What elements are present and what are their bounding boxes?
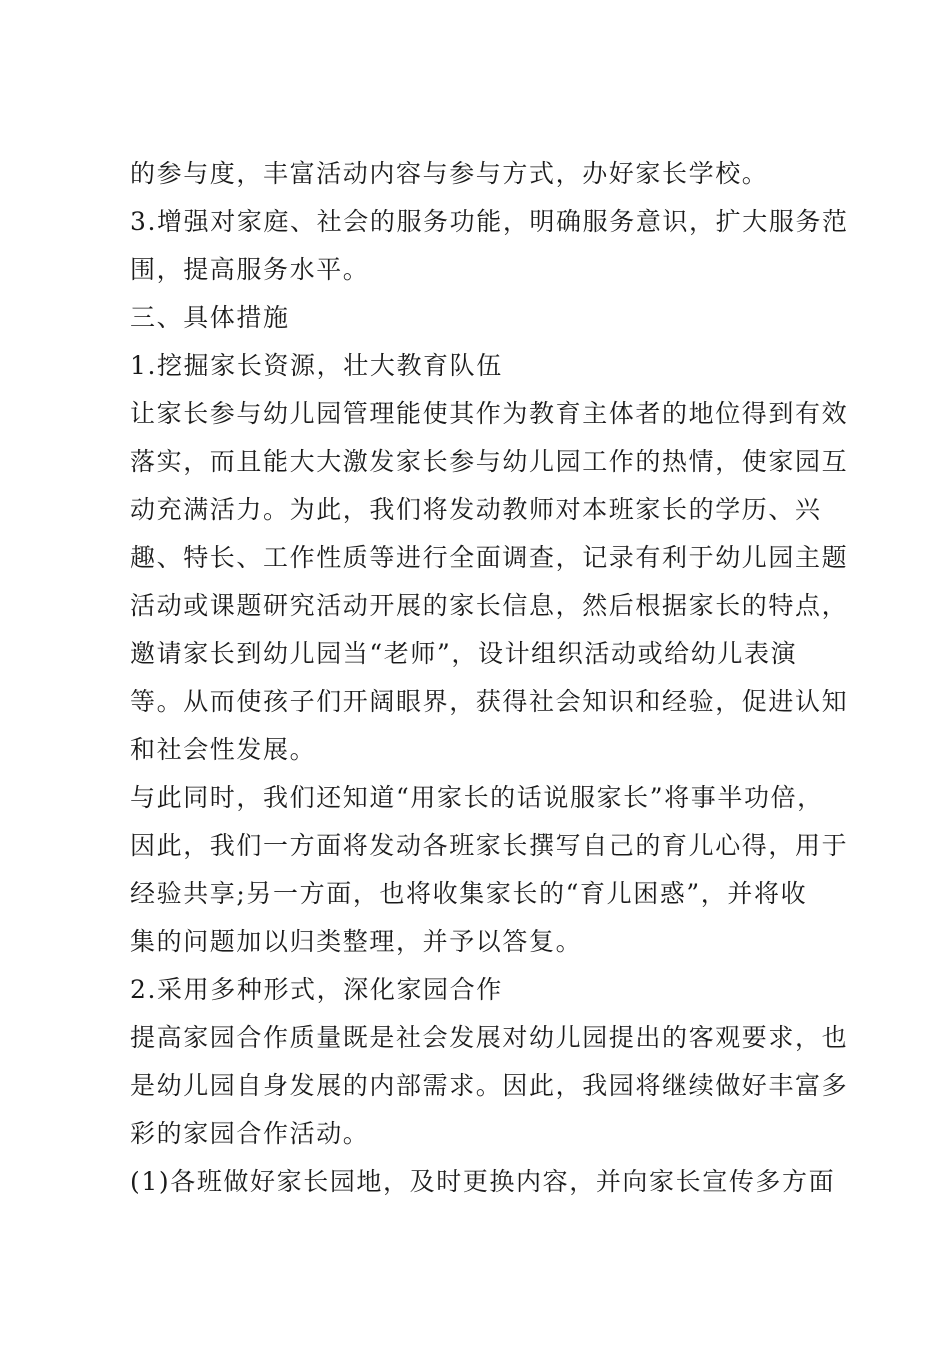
subsection-heading: 2.采用多种形式，深化家园合作 bbox=[130, 975, 503, 1004]
text-line: 3.增强对家庭、社会的服务功能，明确服务意识，扩大服务范 bbox=[130, 207, 849, 236]
text-line: 趣、特长、工作性质等进行全面调查，记录有利于幼儿园主题 bbox=[130, 543, 849, 572]
text-line: 经验共享;另一方面，也将收集家长的“育儿困惑”，并将收 bbox=[130, 879, 808, 908]
text-line: 和社会性发展。 bbox=[130, 735, 317, 764]
subsection-heading: 1.挖掘家长资源，壮大教育队伍 bbox=[130, 351, 503, 380]
text-line: 活动或课题研究活动开展的家长信息，然后根据家长的特点， bbox=[130, 591, 849, 620]
text-line: 彩的家园合作活动。 bbox=[130, 1119, 370, 1148]
text-line: 因此，我们一方面将发动各班家长撰写自己的育儿心得，用于 bbox=[130, 831, 849, 860]
text-line: (1)各班做好家长园地，及时更换内容，并向家长宣传多方面 bbox=[130, 1167, 836, 1196]
text-line: 让家长参与幼儿园管理能使其作为教育主体者的地位得到有效 bbox=[130, 399, 849, 428]
text-line: 动充满活力。为此，我们将发动教师对本班家长的学历、兴 bbox=[130, 495, 822, 524]
document-body bbox=[130, 150, 849, 1206]
text-line: 集的问题加以归类整理，并予以答复。 bbox=[130, 927, 583, 956]
text-line: 是幼儿园自身发展的内部需求。因此，我园将继续做好丰富多 bbox=[130, 1071, 849, 1100]
section-heading: 三、具体措施 bbox=[130, 303, 290, 332]
text-line: 等。从而使孩子们开阔眼界，获得社会知识和经验，促进认知 bbox=[130, 687, 849, 716]
text-line: 提高家园合作质量既是社会发展对幼儿园提出的客观要求，也 bbox=[130, 1023, 849, 1052]
text-line: 邀请家长到幼儿园当“老师”，设计组织活动或给幼儿表演 bbox=[130, 639, 798, 668]
text-line: 围，提高服务水平。 bbox=[130, 255, 370, 284]
text-line: 落实，而且能大大激发家长参与幼儿园工作的热情，使家园互 bbox=[130, 447, 849, 476]
text-line: 的参与度，丰富活动内容与参与方式，办好家长学校。 bbox=[130, 159, 769, 188]
text-line: 与此同时，我们还知道“用家长的话说服家长”将事半功倍， bbox=[130, 783, 824, 812]
